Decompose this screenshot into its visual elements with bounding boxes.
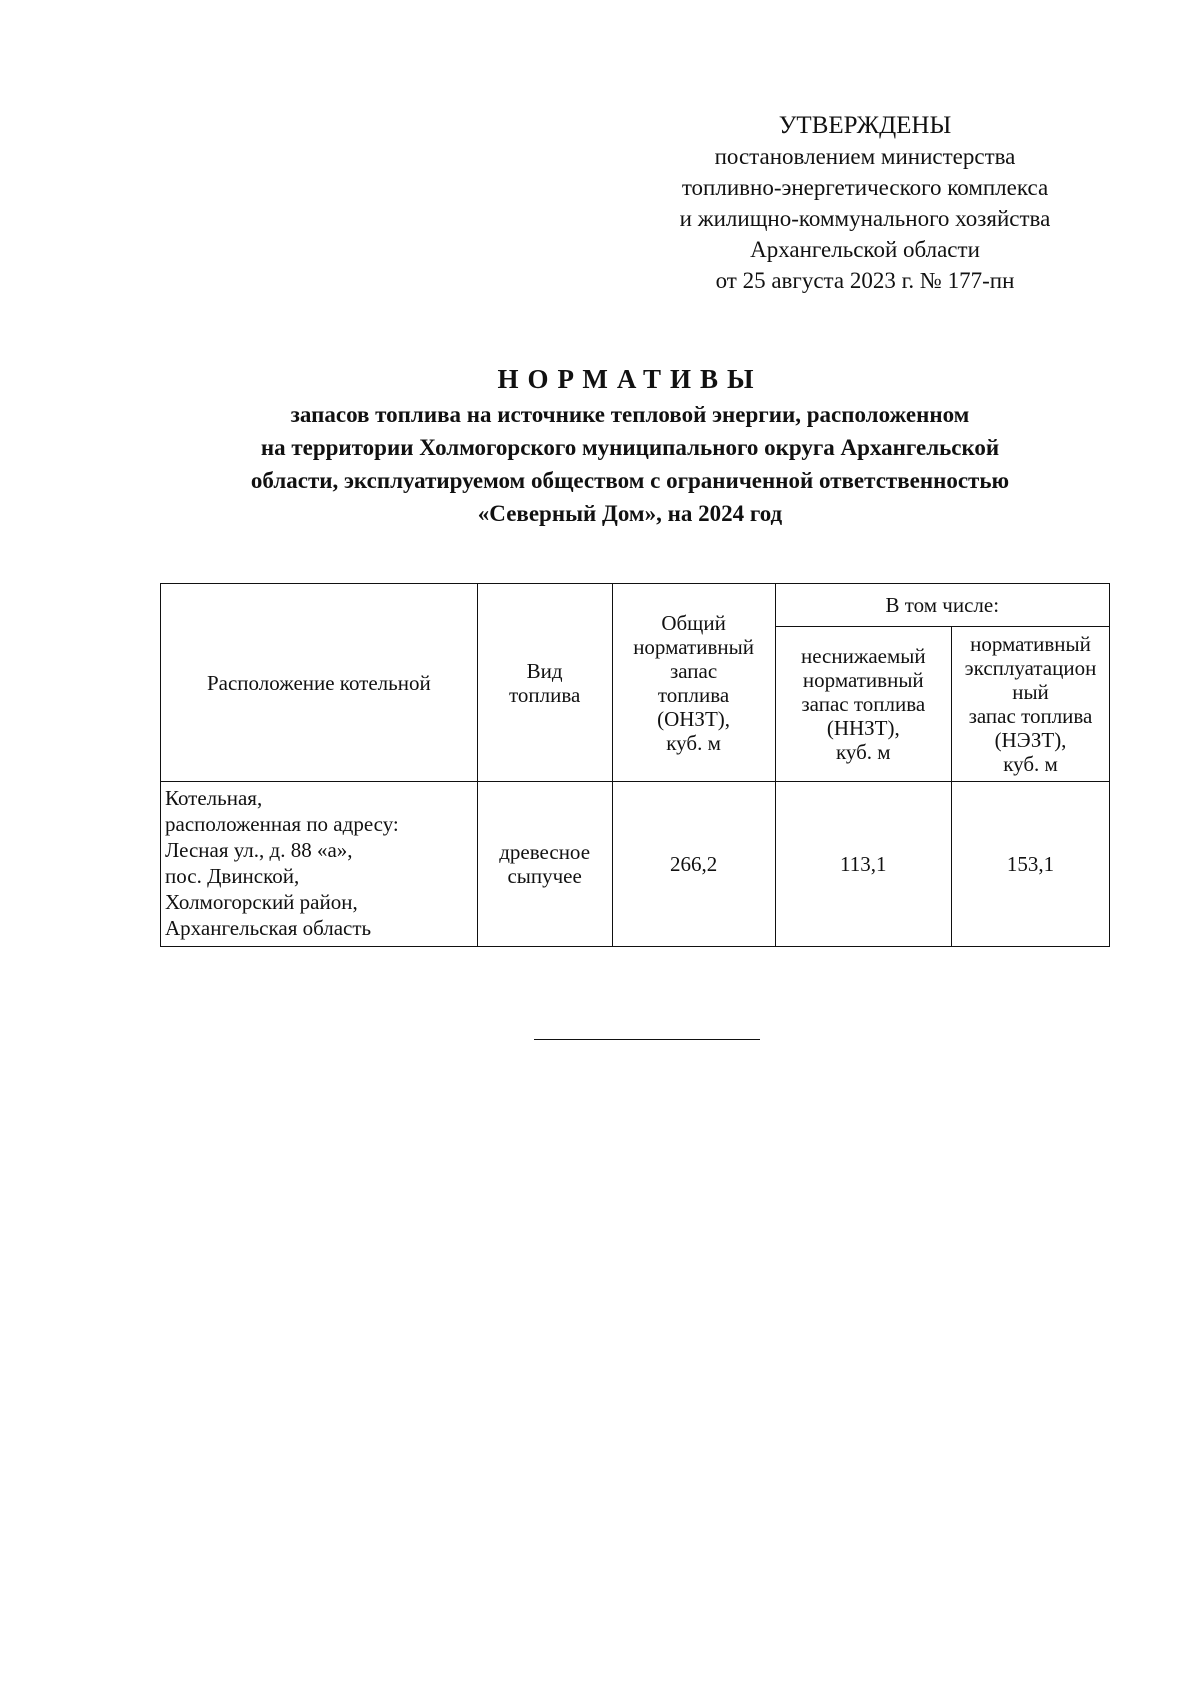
header-total-line: (ОНЗТ), — [657, 706, 731, 731]
header-nnzt-line: запас топлива — [801, 692, 926, 716]
header-fuel-type-line: Вид — [526, 658, 563, 683]
header-fuel-type — [477, 584, 612, 782]
location-line: пос. Двинской, — [165, 864, 300, 888]
table-row — [161, 782, 1110, 947]
approval-line: Архангельской области — [750, 237, 980, 262]
cell-location — [161, 782, 478, 947]
location-line: расположенная по адресу: — [165, 812, 399, 836]
title-line: на территории Холмогорского муниципального округа Архангельской — [260, 435, 1000, 460]
approval-line: от 25 августа 2023 г. № 177-пн — [715, 268, 1015, 293]
approval-line: топливно-энергетического комплекса — [681, 175, 1049, 200]
header-nnzt-line: неснижаемый — [800, 644, 926, 668]
fuel-type-line: сыпучее — [507, 864, 582, 888]
header-nnzt-line: куб. м — [835, 740, 891, 764]
cell-nezt: 153,1 — [952, 782, 1110, 947]
location-line: Архангельская область — [165, 916, 372, 940]
location-line: Лесная ул., д. 88 «а», — [165, 838, 353, 862]
header-total-line: нормативный — [633, 634, 754, 659]
cell-total: 266,2 — [612, 782, 775, 947]
header-including: В том числе: — [775, 584, 1109, 627]
header-nezt — [952, 627, 1110, 782]
header-nnzt-line: нормативный — [802, 668, 924, 692]
title-main: НОРМАТИВЫ — [497, 364, 763, 394]
approval-block — [620, 110, 1110, 296]
document-title — [150, 360, 1110, 530]
cell-fuel-type — [477, 782, 612, 947]
header-total-line: Общий — [661, 610, 726, 635]
end-divider — [534, 1039, 760, 1040]
cell-nnzt: 113,1 — [775, 782, 951, 947]
header-nnzt-line: (ННЗТ), — [826, 716, 900, 740]
location-line: Котельная, — [165, 786, 263, 810]
norms-table — [160, 583, 1110, 947]
approval-heading: УТВЕРЖДЕНЫ — [778, 112, 952, 139]
fuel-type-line: древесное — [499, 840, 591, 864]
header-nezt-line: ный — [1012, 680, 1049, 704]
title-line: запасов топлива на источнике тепловой энергии, расположенном — [290, 402, 970, 427]
approval-line: постановлением министерства — [714, 144, 1016, 169]
header-total-line: куб. м — [666, 730, 721, 755]
header-nezt-line: куб. м — [1003, 752, 1058, 776]
header-nezt-line: (НЭЗТ), — [994, 728, 1067, 752]
header-fuel-type-line: топлива — [508, 682, 581, 707]
title-line: области, эксплуатируемом обществом с ограниченной ответственностью — [250, 468, 1010, 493]
header-nezt-line: эксплуатацион — [964, 656, 1097, 680]
location-line: Холмогорский район, — [165, 890, 358, 914]
header-nezt-line: запас топлива — [968, 704, 1093, 728]
header-total-line: запас — [669, 658, 718, 683]
header-nnzt — [775, 627, 951, 782]
table-header-row — [161, 584, 1110, 627]
header-total — [612, 584, 775, 782]
header-location: Расположение котельной — [161, 584, 478, 782]
header-nezt-line: нормативный — [970, 632, 1091, 656]
header-total-line: топлива — [657, 682, 730, 707]
approval-line: и жилищно-коммунального хозяйства — [679, 206, 1051, 231]
title-line: «Северный Дом», на 2024 год — [477, 501, 783, 526]
